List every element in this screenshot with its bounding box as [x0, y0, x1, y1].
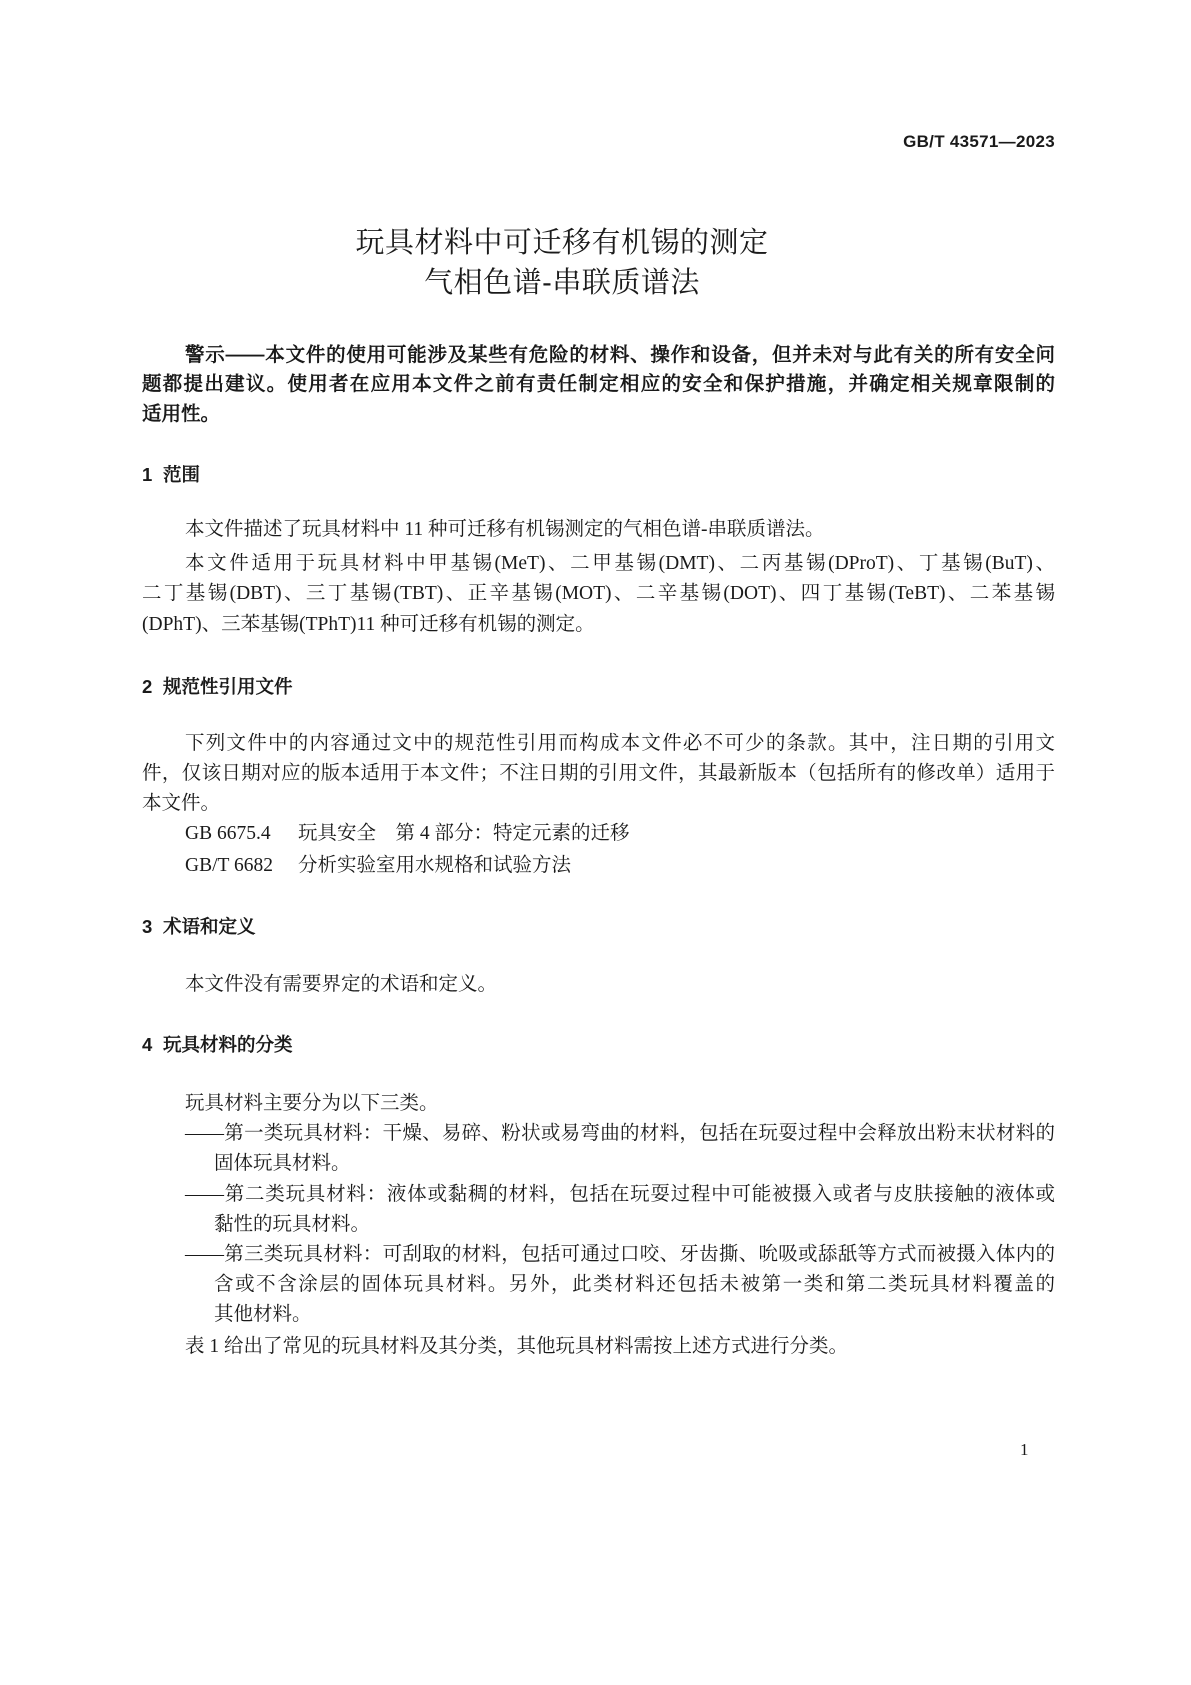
reference-item — [185, 819, 1055, 849]
paragraph-line: (DPhT)、三苯基锡(TPhT)11 种可迁移有机锡的测定。 — [142, 614, 595, 635]
section-title: 玩具材料的分类 — [163, 1034, 293, 1055]
warning-line: 适用性。 — [142, 403, 221, 425]
standard-number: GB/T 43571—2023 — [903, 132, 1055, 151]
warning-line: 警示——本文件的使用可能涉及某些有危险的材料、操作和设备，但并未对与此有关的所有安全问 — [185, 344, 1055, 366]
page-number: 1 — [1020, 1440, 1029, 1459]
section-number: 1 — [142, 464, 153, 485]
document-title: 玩具材料中可迁移有机锡的测定 — [355, 227, 769, 259]
section-title: 规范性引用文件 — [163, 676, 293, 697]
list-item-line: 固体玩具材料。 — [214, 1153, 351, 1174]
paragraph-line: 本文件适用于玩具材料中甲基锡(MeT)、二甲基锡(DMT)、二丙基锡(DProT)、丁基锡(BuT)、 — [185, 553, 1055, 574]
list-item-line: ——第三类玩具材料：可刮取的材料，包括可通过口咬、牙齿撕、吮吸或舔舐等方式而被摄入体内的 — [185, 1244, 1055, 1265]
paragraph-line: 二丁基锡(DBT)、三丁基锡(TBT)、正辛基锡(MOT)、二辛基锡(DOT)、四丁基锡(TeBT)、二苯基锡 — [142, 583, 1055, 604]
section-number: 3 — [142, 916, 153, 937]
section-number: 4 — [142, 1034, 153, 1055]
reference-code: GB/T 6682 — [185, 855, 273, 876]
paragraph-line: 下列文件中的内容通过文中的规范性引用而构成本文件必不可少的条款。其中，注日期的引用文 — [185, 733, 1055, 754]
reference-item — [185, 851, 1055, 881]
reference-title: 玩具安全 第 4 部分：特定元素的迁移 — [298, 823, 630, 844]
paragraph-line: 件，仅该日期对应的版本适用于本文件；不注日期的引用文件，其最新版本（包括所有的修改单）适用于 — [142, 763, 1055, 784]
paragraph-line: 本文件没有需要界定的术语和定义。 — [185, 974, 498, 995]
warning-line: 题都提出建议。使用者在应用本文件之前有责任制定相应的安全和保护措施，并确定相关规章限制的 — [142, 373, 1055, 395]
section-heading — [142, 672, 293, 702]
list-item-line: 含或不含涂层的固体玩具材料。另外，此类材料还包括未被第一类和第二类玩具材料覆盖的 — [214, 1274, 1055, 1295]
list-item-line: 其他材料。 — [214, 1304, 312, 1325]
list-item-line: ——第二类玩具材料：液体或黏稠的材料，包括在玩耍过程中可能被摄入或者与皮肤接触的液体或 — [185, 1184, 1055, 1205]
section-heading — [142, 912, 256, 942]
section-title: 术语和定义 — [163, 916, 256, 937]
paragraph-line: 表 1 给出了常见的玩具材料及其分类，其他玩具材料需按上述方式进行分类。 — [185, 1336, 849, 1357]
reference-title: 分析实验室用水规格和试验方法 — [298, 855, 572, 876]
reference-code: GB 6675.4 — [185, 823, 271, 844]
document-subtitle: 气相色谱-串联质谱法 — [424, 267, 700, 299]
section-heading — [142, 1030, 293, 1060]
list-item-line: 黏性的玩具材料。 — [214, 1214, 371, 1235]
list-item-line: ——第一类玩具材料：干燥、易碎、粉状或易弯曲的材料，包括在玩耍过程中会释放出粉末状材料的 — [185, 1123, 1055, 1144]
paragraph-line: 玩具材料主要分为以下三类。 — [185, 1093, 439, 1114]
paragraph-line: 本文件描述了玩具材料中 11 种可迁移有机锡测定的气相色谱-串联质谱法。 — [185, 519, 825, 540]
section-title: 范围 — [163, 464, 201, 485]
paragraph-line: 本文件。 — [142, 793, 221, 814]
section-heading — [142, 460, 200, 490]
section-number: 2 — [142, 676, 153, 697]
